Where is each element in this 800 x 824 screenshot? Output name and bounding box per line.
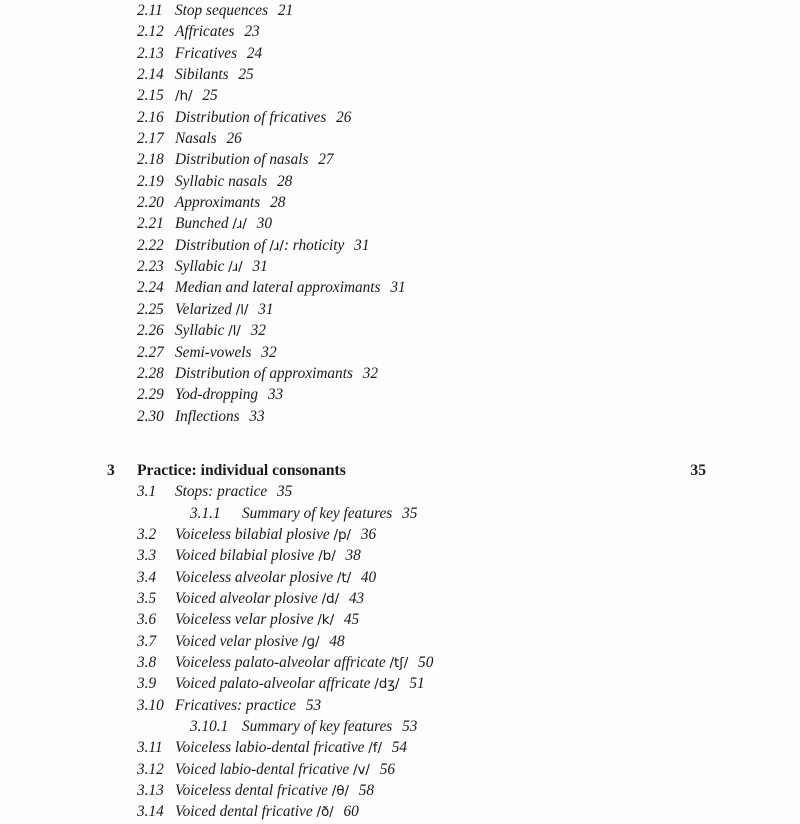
toc-entry[interactable] bbox=[0, 524, 800, 545]
toc-entry[interactable] bbox=[0, 673, 800, 694]
toc-entry-title: Distribution of fricatives bbox=[175, 108, 327, 126]
toc-entry[interactable] bbox=[0, 320, 800, 341]
chapter-number: 3 bbox=[107, 461, 115, 479]
toc-entry-number: 3.4 bbox=[137, 568, 157, 586]
toc-entry-title: Voiced velar plosive bbox=[175, 632, 299, 650]
toc-entry-number: 2.14 bbox=[137, 66, 164, 84]
toc-entry[interactable] bbox=[0, 64, 800, 85]
toc-entry-title: Distribution of nasals bbox=[175, 151, 309, 169]
toc-entry[interactable] bbox=[0, 759, 800, 780]
toc-entry-page-number: 60 bbox=[343, 803, 359, 821]
toc-entry[interactable] bbox=[0, 213, 800, 234]
toc-entry-title: Voiced labio-dental fricative bbox=[175, 760, 350, 778]
toc-entry-ipa-symbol: /f/ bbox=[368, 740, 382, 757]
toc-entry-title: Voiced alveolar plosive bbox=[175, 589, 318, 607]
toc-entry-page-number: 31 bbox=[390, 279, 406, 297]
toc-entry[interactable] bbox=[0, 481, 800, 502]
toc-entry-ipa-symbol: /tʃ/ bbox=[389, 654, 409, 671]
toc-entry-number: 2.23 bbox=[137, 258, 164, 276]
toc-entry-title: Approximants bbox=[175, 194, 261, 212]
toc-entry[interactable] bbox=[0, 588, 800, 609]
toc-entry-page-number: 28 bbox=[270, 194, 286, 212]
toc-entry-title: Stops: practice bbox=[175, 483, 268, 501]
toc-entry-number: 3.10 bbox=[137, 696, 164, 714]
toc-entry-title: Syllabic bbox=[175, 258, 225, 276]
chapter-title: Practice: individual consonants bbox=[137, 461, 346, 479]
toc-entry[interactable] bbox=[0, 235, 800, 256]
toc-entry[interactable] bbox=[0, 256, 800, 277]
toc-entry[interactable] bbox=[0, 780, 800, 801]
toc-entry-number: 3.13 bbox=[137, 782, 164, 800]
toc-entry-page-number: 31 bbox=[258, 300, 274, 318]
toc-entry[interactable] bbox=[0, 716, 800, 737]
chapter-3-heading-slot bbox=[0, 460, 800, 481]
toc-entry[interactable] bbox=[0, 609, 800, 630]
toc-entry[interactable] bbox=[0, 149, 800, 170]
toc-entry-number: 3.5 bbox=[137, 589, 157, 607]
chapter-3-section-list bbox=[0, 481, 800, 823]
toc-entry-page-number: 26 bbox=[226, 130, 242, 148]
toc-entry[interactable] bbox=[0, 384, 800, 405]
toc-entry[interactable] bbox=[0, 737, 800, 758]
toc-entry-page-number: 27 bbox=[318, 151, 334, 169]
toc-entry-number: 2.12 bbox=[137, 23, 164, 41]
toc-entry-number: 3.7 bbox=[137, 632, 157, 650]
toc-entry-page-number: 45 bbox=[343, 611, 360, 629]
toc-entry-page-number: 48 bbox=[329, 632, 345, 650]
toc-entry-title: Voiceless palato-alveolar affricate bbox=[175, 653, 386, 671]
toc-entry-page-number: 58 bbox=[358, 782, 375, 800]
toc-entry-number: 2.17 bbox=[137, 130, 164, 148]
toc-entry-number: 3.8 bbox=[137, 653, 157, 671]
toc-entry-number: 3.11 bbox=[137, 739, 163, 757]
chapter-heading[interactable] bbox=[0, 460, 800, 481]
toc-entry-number: 3.10.1 bbox=[190, 718, 229, 735]
toc-entry-title: Distribution of approximants bbox=[175, 364, 353, 382]
toc-entry-title: Inflections bbox=[175, 407, 240, 425]
toc-entry-ipa-symbol: /l/ bbox=[228, 323, 241, 340]
toc-entry-ipa-symbol: /t/ bbox=[336, 569, 352, 586]
toc-entry-page-number: 26 bbox=[336, 108, 352, 126]
toc-entry-number: 2.11 bbox=[137, 2, 163, 19]
toc-entry-page-number: 25 bbox=[202, 87, 218, 105]
toc-entry-title: Voiced bilabial plosive bbox=[175, 547, 315, 565]
toc-entry[interactable] bbox=[0, 695, 800, 716]
toc-entry[interactable] bbox=[0, 299, 800, 320]
toc-entry[interactable] bbox=[0, 631, 800, 652]
toc-entry-ipa-symbol: /ɹ/ bbox=[269, 237, 284, 254]
toc-entry-title: Median and lateral approximants bbox=[175, 279, 381, 297]
toc-entry-number: 3.3 bbox=[137, 547, 157, 565]
toc-entry-ipa-symbol: /l/ bbox=[235, 301, 249, 318]
toc-entry-title: Voiceless labio-dental fricative bbox=[175, 739, 365, 757]
toc-entry-ipa-symbol: /h/ bbox=[175, 88, 193, 105]
toc-entry-number: 3.6 bbox=[137, 611, 157, 629]
toc-entry-page-number: 53 bbox=[305, 696, 322, 714]
toc-entry[interactable] bbox=[0, 567, 800, 588]
toc-entry-page-number: 23 bbox=[244, 23, 260, 41]
toc-entry-page-number: 35 bbox=[277, 483, 293, 501]
toc-entry[interactable] bbox=[0, 277, 800, 298]
toc-entry-number: 2.13 bbox=[137, 44, 164, 62]
toc-entry-title: Distribution of bbox=[175, 236, 266, 254]
toc-entry-page-number: 56 bbox=[379, 760, 396, 778]
toc-entry-page-number: 32 bbox=[261, 343, 277, 361]
toc-entry[interactable] bbox=[0, 363, 800, 384]
toc-entry-page-number: 50 bbox=[418, 653, 434, 671]
toc-entry-title: Summary of key features bbox=[242, 718, 393, 735]
toc-entry-title: Stop sequences bbox=[175, 2, 269, 19]
toc-entry-title: Velarized bbox=[175, 300, 232, 318]
toc-entry-ipa-symbol: /ɡ/ bbox=[302, 633, 320, 650]
toc-entry-title: Voiced palato-alveolar affricate bbox=[175, 675, 371, 693]
toc-entry-number: 2.19 bbox=[137, 172, 164, 190]
toc-entry-page-number: 30 bbox=[256, 215, 272, 233]
toc-entry-number: 2.29 bbox=[137, 386, 164, 404]
toc-entry-page-number: 36 bbox=[360, 525, 377, 543]
toc-entry-page-number: 32 bbox=[250, 322, 266, 340]
toc-entry-number: 3.1.1 bbox=[190, 504, 221, 522]
toc-entry-number: 2.18 bbox=[137, 151, 164, 169]
toc-entry[interactable] bbox=[0, 171, 800, 192]
toc-entry-ipa-symbol: /dʒ/ bbox=[374, 676, 400, 693]
toc-entry-page-number: 21 bbox=[277, 2, 294, 19]
toc-entry[interactable] bbox=[0, 107, 800, 128]
toc-entry-ipa-symbol: /p/ bbox=[333, 526, 351, 543]
toc-entry-ipa-symbol: /ɹ/ bbox=[228, 259, 243, 276]
toc-entry[interactable] bbox=[0, 801, 800, 822]
toc-entry-number: 2.27 bbox=[137, 343, 164, 361]
toc-entry-title: Summary of key features bbox=[242, 504, 393, 522]
toc-entry-title: Nasals bbox=[175, 130, 217, 148]
toc-entry-ipa-symbol: /k/ bbox=[317, 612, 335, 629]
toc-entry-title: Voiceless alveolar plosive bbox=[175, 568, 334, 586]
toc-entry-title: Fricatives: practice bbox=[175, 696, 297, 714]
section-gap bbox=[0, 427, 800, 460]
toc-entry-number: 2.28 bbox=[137, 364, 164, 382]
toc-entry-ipa-symbol: /ð/ bbox=[316, 804, 334, 821]
toc-entry[interactable] bbox=[0, 545, 800, 566]
toc-entry-page-number: 38 bbox=[345, 547, 361, 565]
toc-entry-number: 2.15 bbox=[137, 87, 164, 105]
toc-entry-title: Voiceless dental fricative bbox=[175, 782, 328, 800]
toc-entry-number: 2.16 bbox=[137, 108, 164, 126]
toc-entry-number: 3.1 bbox=[137, 483, 157, 501]
toc-entry-page-number: 25 bbox=[238, 66, 254, 84]
toc-entry-page-number: 40 bbox=[360, 568, 377, 586]
toc-entry-number: 2.26 bbox=[137, 322, 164, 340]
toc-entry-title: Voiceless bilabial plosive bbox=[175, 525, 330, 543]
toc-entry-number: 2.22 bbox=[137, 236, 164, 254]
toc-entry-page-number: 35 bbox=[402, 504, 418, 522]
toc-entry[interactable] bbox=[0, 85, 800, 106]
toc-entry-number: 2.20 bbox=[137, 194, 164, 212]
toc-entry[interactable] bbox=[0, 43, 800, 64]
toc-entry-number: 3.2 bbox=[137, 525, 157, 543]
toc-entry-number: 2.24 bbox=[137, 279, 164, 297]
toc-entry-page-number: 51 bbox=[409, 675, 425, 693]
toc-entry-ipa-symbol: /v/ bbox=[353, 761, 370, 778]
toc-entry[interactable] bbox=[0, 0, 800, 21]
toc-entry-number: 3.9 bbox=[137, 675, 157, 693]
toc-entry-page-number: 33 bbox=[267, 386, 284, 404]
toc-entry-page-number: 28 bbox=[277, 172, 293, 190]
toc-entry[interactable] bbox=[0, 342, 800, 363]
toc-entry-number: 2.25 bbox=[137, 300, 164, 318]
toc-entry-number: 2.30 bbox=[137, 407, 164, 425]
toc-entry-number: 2.21 bbox=[137, 215, 164, 233]
toc-entry[interactable] bbox=[0, 192, 800, 213]
chapter-page-number: 35 bbox=[690, 461, 706, 479]
toc-entry-title: Semi-vowels bbox=[175, 343, 252, 361]
toc-entry-page-number: 43 bbox=[348, 589, 365, 607]
toc-entry-page-number: 31 bbox=[252, 258, 268, 276]
toc-entry-title: Yod-dropping bbox=[175, 386, 259, 404]
toc-entry-title: Voiceless velar plosive bbox=[175, 611, 314, 629]
toc-entry[interactable] bbox=[0, 652, 800, 673]
toc-entry-page-number: 53 bbox=[402, 718, 418, 735]
toc-entry-title-suffix: : rhoticity bbox=[283, 236, 345, 254]
toc-entry[interactable] bbox=[0, 503, 800, 524]
toc-entry-ipa-symbol: /θ/ bbox=[331, 783, 349, 800]
toc-entry-title: Affricates bbox=[175, 23, 235, 41]
toc-entry-title: Fricatives bbox=[175, 44, 238, 62]
toc-entry-title: Bunched bbox=[175, 215, 229, 233]
toc-entry-page-number: 54 bbox=[391, 739, 408, 757]
toc-entry-title: Sibilants bbox=[175, 66, 229, 84]
toc-entry-number: 3.12 bbox=[137, 760, 164, 778]
toc-entry[interactable] bbox=[0, 406, 800, 427]
toc-entry-ipa-symbol: /b/ bbox=[318, 548, 336, 565]
toc-entry-number: 3.14 bbox=[137, 803, 164, 821]
toc-entry-page-number: 24 bbox=[246, 44, 263, 62]
toc-entry-page-number: 33 bbox=[249, 407, 265, 425]
toc-entry-ipa-symbol: /ɹ/ bbox=[232, 216, 247, 233]
toc-entry-page-number: 31 bbox=[354, 236, 370, 254]
toc-entry-page-number: 32 bbox=[362, 364, 379, 382]
toc-entry-ipa-symbol: /d/ bbox=[321, 590, 340, 607]
toc-entry-title: Syllabic nasals bbox=[175, 172, 268, 190]
toc-entry[interactable] bbox=[0, 21, 800, 42]
toc-entry-title: Syllabic bbox=[175, 322, 225, 340]
toc-entry-title: Voiced dental fricative bbox=[175, 803, 313, 821]
toc-entry[interactable] bbox=[0, 128, 800, 149]
